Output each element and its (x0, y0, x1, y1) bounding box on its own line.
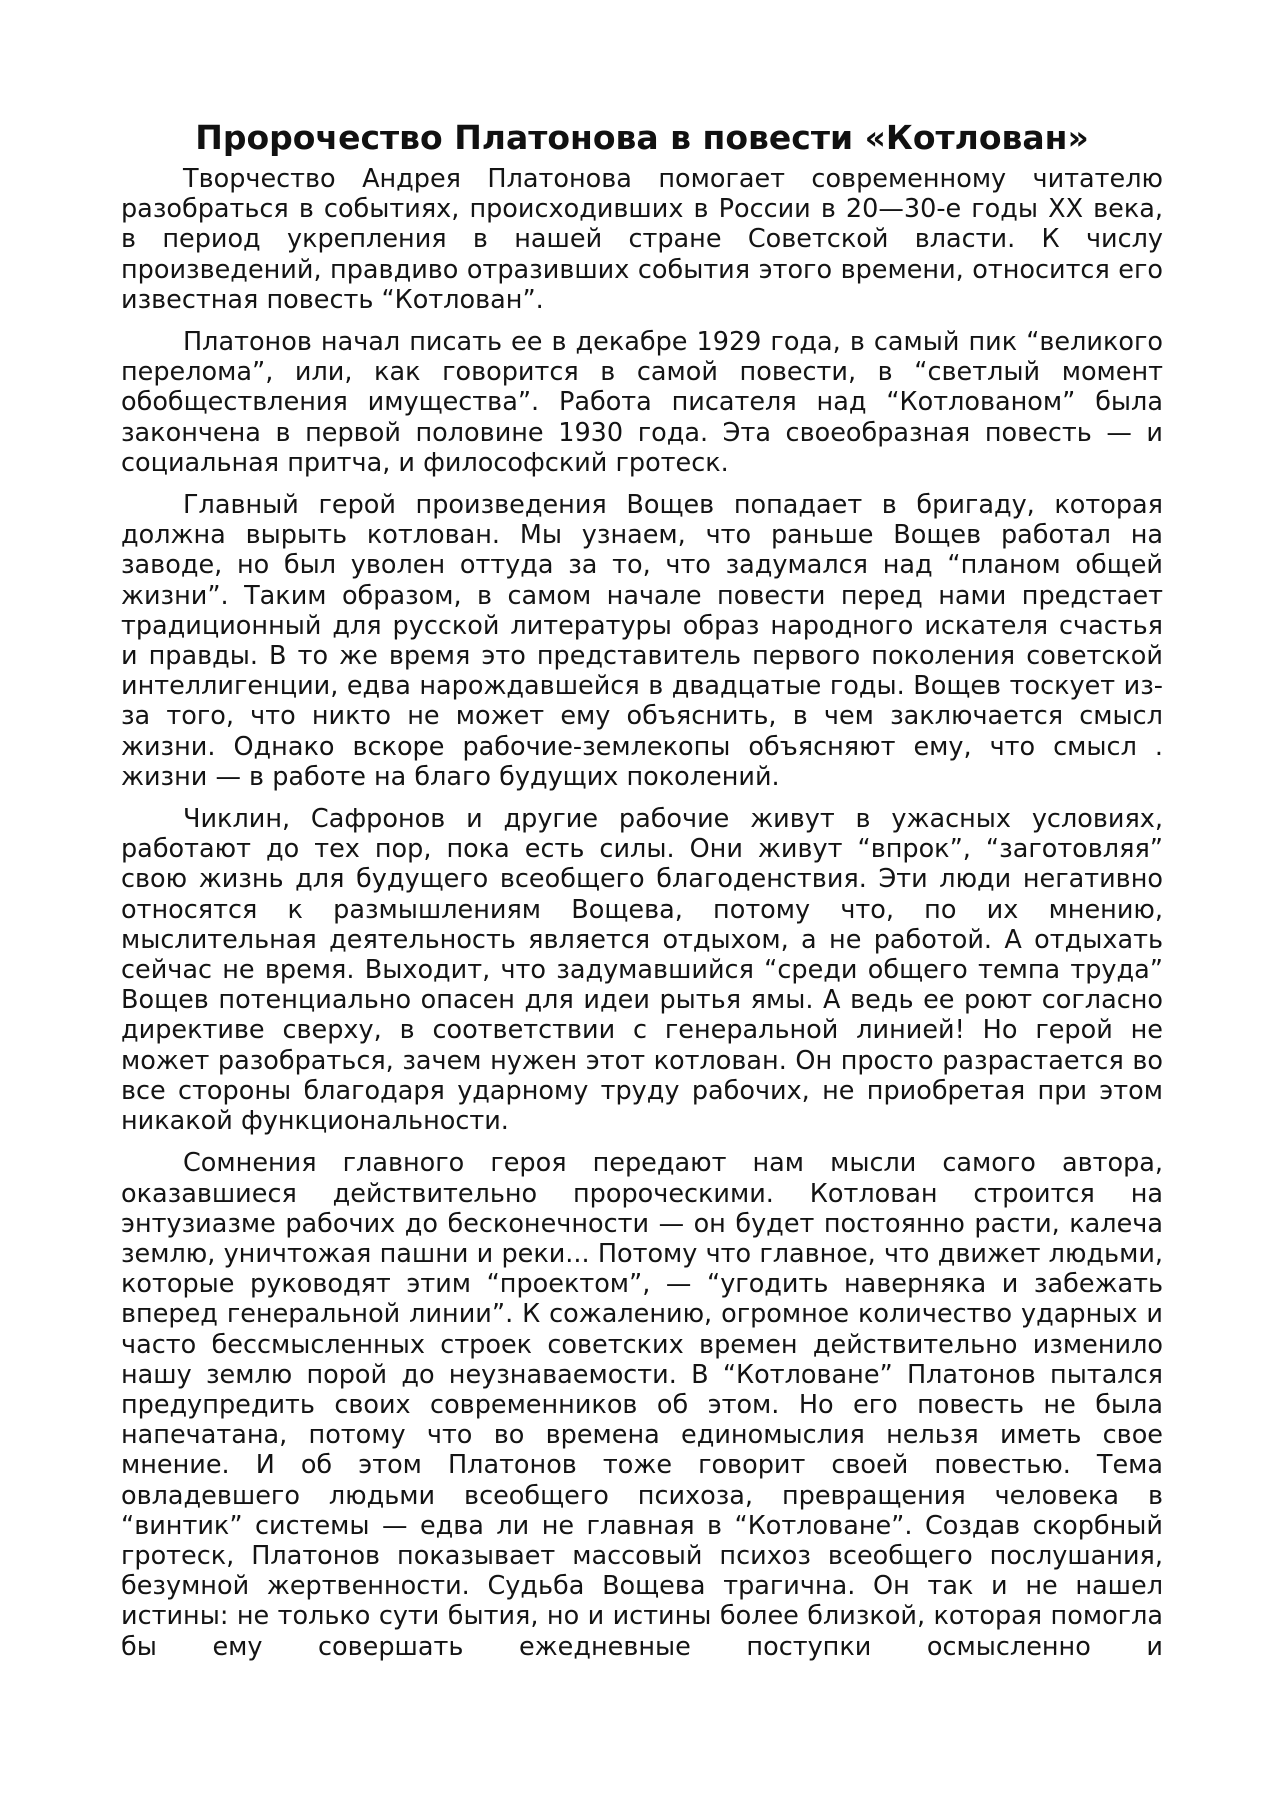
paragraph-4: Чиклин, Сафронов и другие рабочие живут в ужасных условиях, работают до тех пор, пока есть силы. Они живут “впрок”, “заготовляя” свою жизнь для будущего всеобщего благоденствия. Эти люди негативно относятся к размышлениям Вощева, потому что, по их мнению, мыслительная деятельность является отдыхом, а не работой. А отдыхать сейчас не время. Выходит, что задумавшийся “среди общего темпа труда” Вощев потенциально опасен для идеи рытья ямы. А ведь ее роют согласно директиве сверху, в соответствии с генеральной линией! Но герой не может разобраться, зачем нужен этот котлован. Он просто разрастается во все стороны благодаря ударному труду рабочих, не приобретая при этом никакой функциональности. (121, 804, 1163, 1137)
document-body (121, 118, 1163, 1662)
paragraph-3: Главный герой произведения Вощев попадает в бригаду, которая должна вырыть котлован. Мы узнаем, что раньше Вощев работал на заводе, но был уволен оттуда за то, что задумался над “планом общей жизни”. Таким образом, в самом начале повести перед нами предстает традиционный для русской литературы образ народного искателя счастья и правды. В то же время это представитель первого поколения советской интеллигенции, едва нарождавшейся в двадцатые годы. Вощев тоскует из-за того, что никто не может ему объяснить, в чем заключается смысл жизни. Однако вскоре рабочие-землекопы объясняют ему, что смысл . жизни — в работе на благо будущих поколений. (121, 490, 1163, 792)
document-title: Пророчество Платонова в повести «Котлован» (195, 118, 1089, 157)
paragraph-1: Творчество Андрея Платонова помогает современному читателю разобраться в событиях, происходивших в России в 20—30-е годы XX века, в период укрепления в нашей стране Советской власти. К числу произведений, правдиво отразивших события этого времени, относится его известная повесть “Котлован”. (121, 164, 1163, 315)
paragraph-5: Сомнения главного героя передают нам мысли самого автора, оказавшиеся действительно пророческими. Котлован строится на энтузиазме рабочих до бесконечности — он будет постоянно расти, калеча землю, уничтожая пашни и реки... Потому что главное, что движет людьми, которые руководят этим “проектом”, — “угодить наверняка и забежать вперед генеральной линии”. К сожалению, огромное количество ударных и часто бессмысленных строек советских времен действительно изменило нашу землю порой до неузнаваемости. В “Котловане” Платонов пытался предупредить своих современников об этом. Но его повесть не была напечатана, потому что во времена единомыслия нельзя иметь свое мнение. И об этом Платонов тоже говорит своей повестью. Тема овладевшего людьми всеобщего психоза, превращения человека в “винтик” системы — едва ли не главная в “Котловане”. Создав скорбный гротеск, Платонов показывает массовый психоз всеобщего послушания, безумной жертвенности. Судьба Вощева трагична. Он так и не нашел истины: не только сути бытия, но и истины более близкой, которая помогла бы ему совершать ежедневные поступки осмысленно и (121, 1148, 1163, 1662)
paragraph-2: Платонов начал писать ее в декабре 1929 года, в самый пик “великого перелома”, или, как говорится в самой повести, в “светлый момент обобществления имущества”. Работа писателя над “Котлованом” была закончена в первой половине 1930 года. Эта своеобразная повесть — и социальная притча, и философский гротеск. (121, 327, 1163, 478)
